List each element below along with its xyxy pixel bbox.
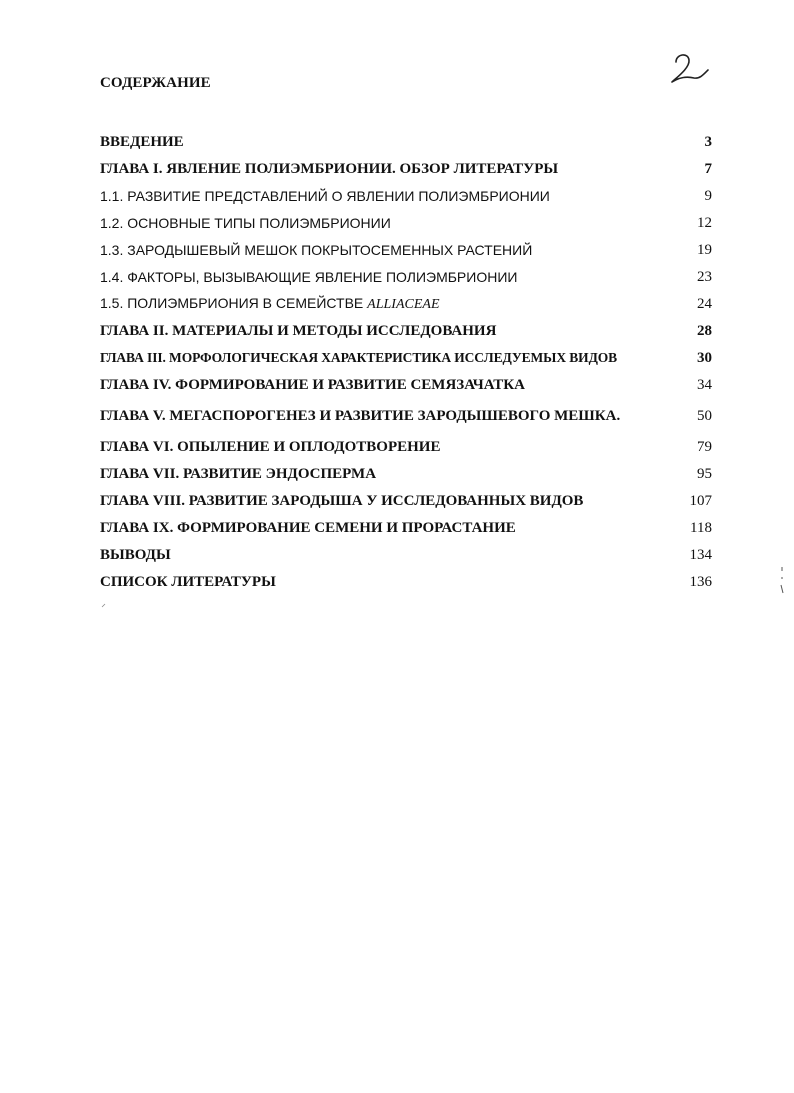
toc-entry-page: 107	[689, 492, 712, 509]
toc-entry-text: 1.4. ФАКТОРЫ, ВЫЗЫВАЮЩИЕ ЯВЛЕНИЕ ПОЛИЭМБРИОНИИ	[100, 268, 518, 285]
toc-entry-page: 24	[697, 295, 712, 312]
toc-entry-section-1-1	[100, 182, 712, 209]
toc-entry-text: ГЛАВА VI. ОПЫЛЕНИЕ И ОПЛОДОТВОРЕНИЕ	[100, 438, 441, 455]
toc-entry-text: ГЛАВА III. МОРФОЛОГИЧЕСКАЯ ХАРАКТЕРИСТИКА ИССЛЕДУЕМЫХ ВИДОВ	[100, 349, 618, 365]
toc-entry-chapter-1	[100, 155, 712, 182]
toc-entry-text: 1.1. РАЗВИТИЕ ПРЕДСТАВЛЕНИЙ О ЯВЛЕНИИ ПОЛИЭМБРИОНИИ	[100, 187, 550, 204]
toc-entry-chapter-3	[100, 344, 712, 371]
toc-entry-text: ГЛАВА II. МАТЕРИАЛЫ И МЕТОДЫ ИССЛЕДОВАНИЯ	[100, 322, 497, 339]
toc-entry-section-1-4	[100, 263, 712, 290]
toc-entry-page: 34	[697, 376, 712, 393]
toc-entry-chapter-8	[100, 487, 712, 514]
toc-entry-chapter-6	[100, 433, 712, 460]
toc-entry-chapter-2	[100, 317, 712, 344]
toc-entry-page: 7	[704, 160, 712, 177]
toc-entry-section-1-5	[100, 290, 712, 317]
scan-artifact-speck	[101, 602, 107, 608]
toc-entry-page: 50	[697, 407, 712, 424]
toc-entry-text: ГЛАВА I. ЯВЛЕНИЕ ПОЛИЭМБРИОНИИ. ОБЗОР ЛИТЕРАТУРЫ	[100, 160, 559, 177]
toc-entry-text: ГЛАВА IX. ФОРМИРОВАНИЕ СЕМЕНИ И ПРОРАСТАНИЕ	[100, 519, 516, 536]
toc-entry-page: 118	[690, 519, 712, 536]
toc-entry-page: 12	[697, 214, 712, 231]
toc-entry-text: ВВЕДЕНИЕ	[100, 133, 184, 150]
toc-entry-text: 1.3. ЗАРОДЫШЕВЫЙ МЕШОК ПОКРЫТОСЕМЕННЫХ РАСТЕНИЙ	[100, 241, 533, 258]
toc-entry-page: 23	[697, 268, 712, 285]
toc-entry-text: СПИСОК ЛИТЕРАТУРЫ	[100, 573, 276, 590]
toc-entry-text-prefix: 1.5. ПОЛИЭМБРИОНИЯ В СЕМЕЙСТВЕ	[100, 294, 368, 311]
toc-entry-page: 136	[689, 573, 712, 590]
toc-entry-page: 30	[697, 349, 712, 366]
toc-entry-section-1-3	[100, 236, 712, 263]
toc-entry-section-1-2	[100, 209, 712, 236]
toc-entry-page: 3	[704, 133, 712, 150]
toc-entry-text: ГЛАВА V. МЕГАСПОРОГЕНЕЗ И РАЗВИТИЕ ЗАРОДЫШЕВОГО МЕШКА.	[100, 407, 621, 424]
toc-entry-chapter-9	[100, 514, 712, 541]
toc-entry-page: 79	[697, 438, 712, 455]
toc-entry-page: 19	[697, 241, 712, 258]
toc-entry-chapter-4	[100, 371, 712, 398]
toc-entry-introduction	[100, 128, 712, 155]
toc-entry-chapter-5	[100, 398, 712, 433]
toc-entry-text: ГЛАВА VII. РАЗВИТИЕ ЭНДОСПЕРМА	[100, 465, 377, 482]
toc-entry-text: ГЛАВА VIII. РАЗВИТИЕ ЗАРОДЫША У ИССЛЕДОВАННЫХ ВИДОВ	[100, 492, 584, 509]
toc-entry-text	[100, 292, 440, 316]
toc-entry-text-italic: ALLIACEAE	[367, 296, 440, 312]
toc-entry-text: 1.2. ОСНОВНЫЕ ТИПЫ ПОЛИЭМБРИОНИИ	[100, 214, 391, 231]
toc-entry-page: 9	[704, 187, 712, 204]
toc-entry-text: ГЛАВА IV. ФОРМИРОВАНИЕ И РАЗВИТИЕ СЕМЯЗАЧАТКА	[100, 376, 526, 393]
toc-entry-page: 28	[697, 322, 712, 339]
toc-entry-page: 134	[689, 546, 712, 563]
toc-entry-conclusions	[100, 541, 712, 568]
toc-entry-references	[100, 568, 712, 595]
toc-entry-page: 95	[697, 465, 712, 482]
scan-artifact-mark	[778, 565, 786, 595]
table-of-contents	[100, 128, 712, 595]
handwritten-page-number	[664, 48, 712, 88]
toc-entry-text: ВЫВОДЫ	[100, 546, 171, 563]
toc-entry-chapter-7	[100, 460, 712, 487]
toc-title: СОДЕРЖАНИЕ	[100, 75, 211, 91]
